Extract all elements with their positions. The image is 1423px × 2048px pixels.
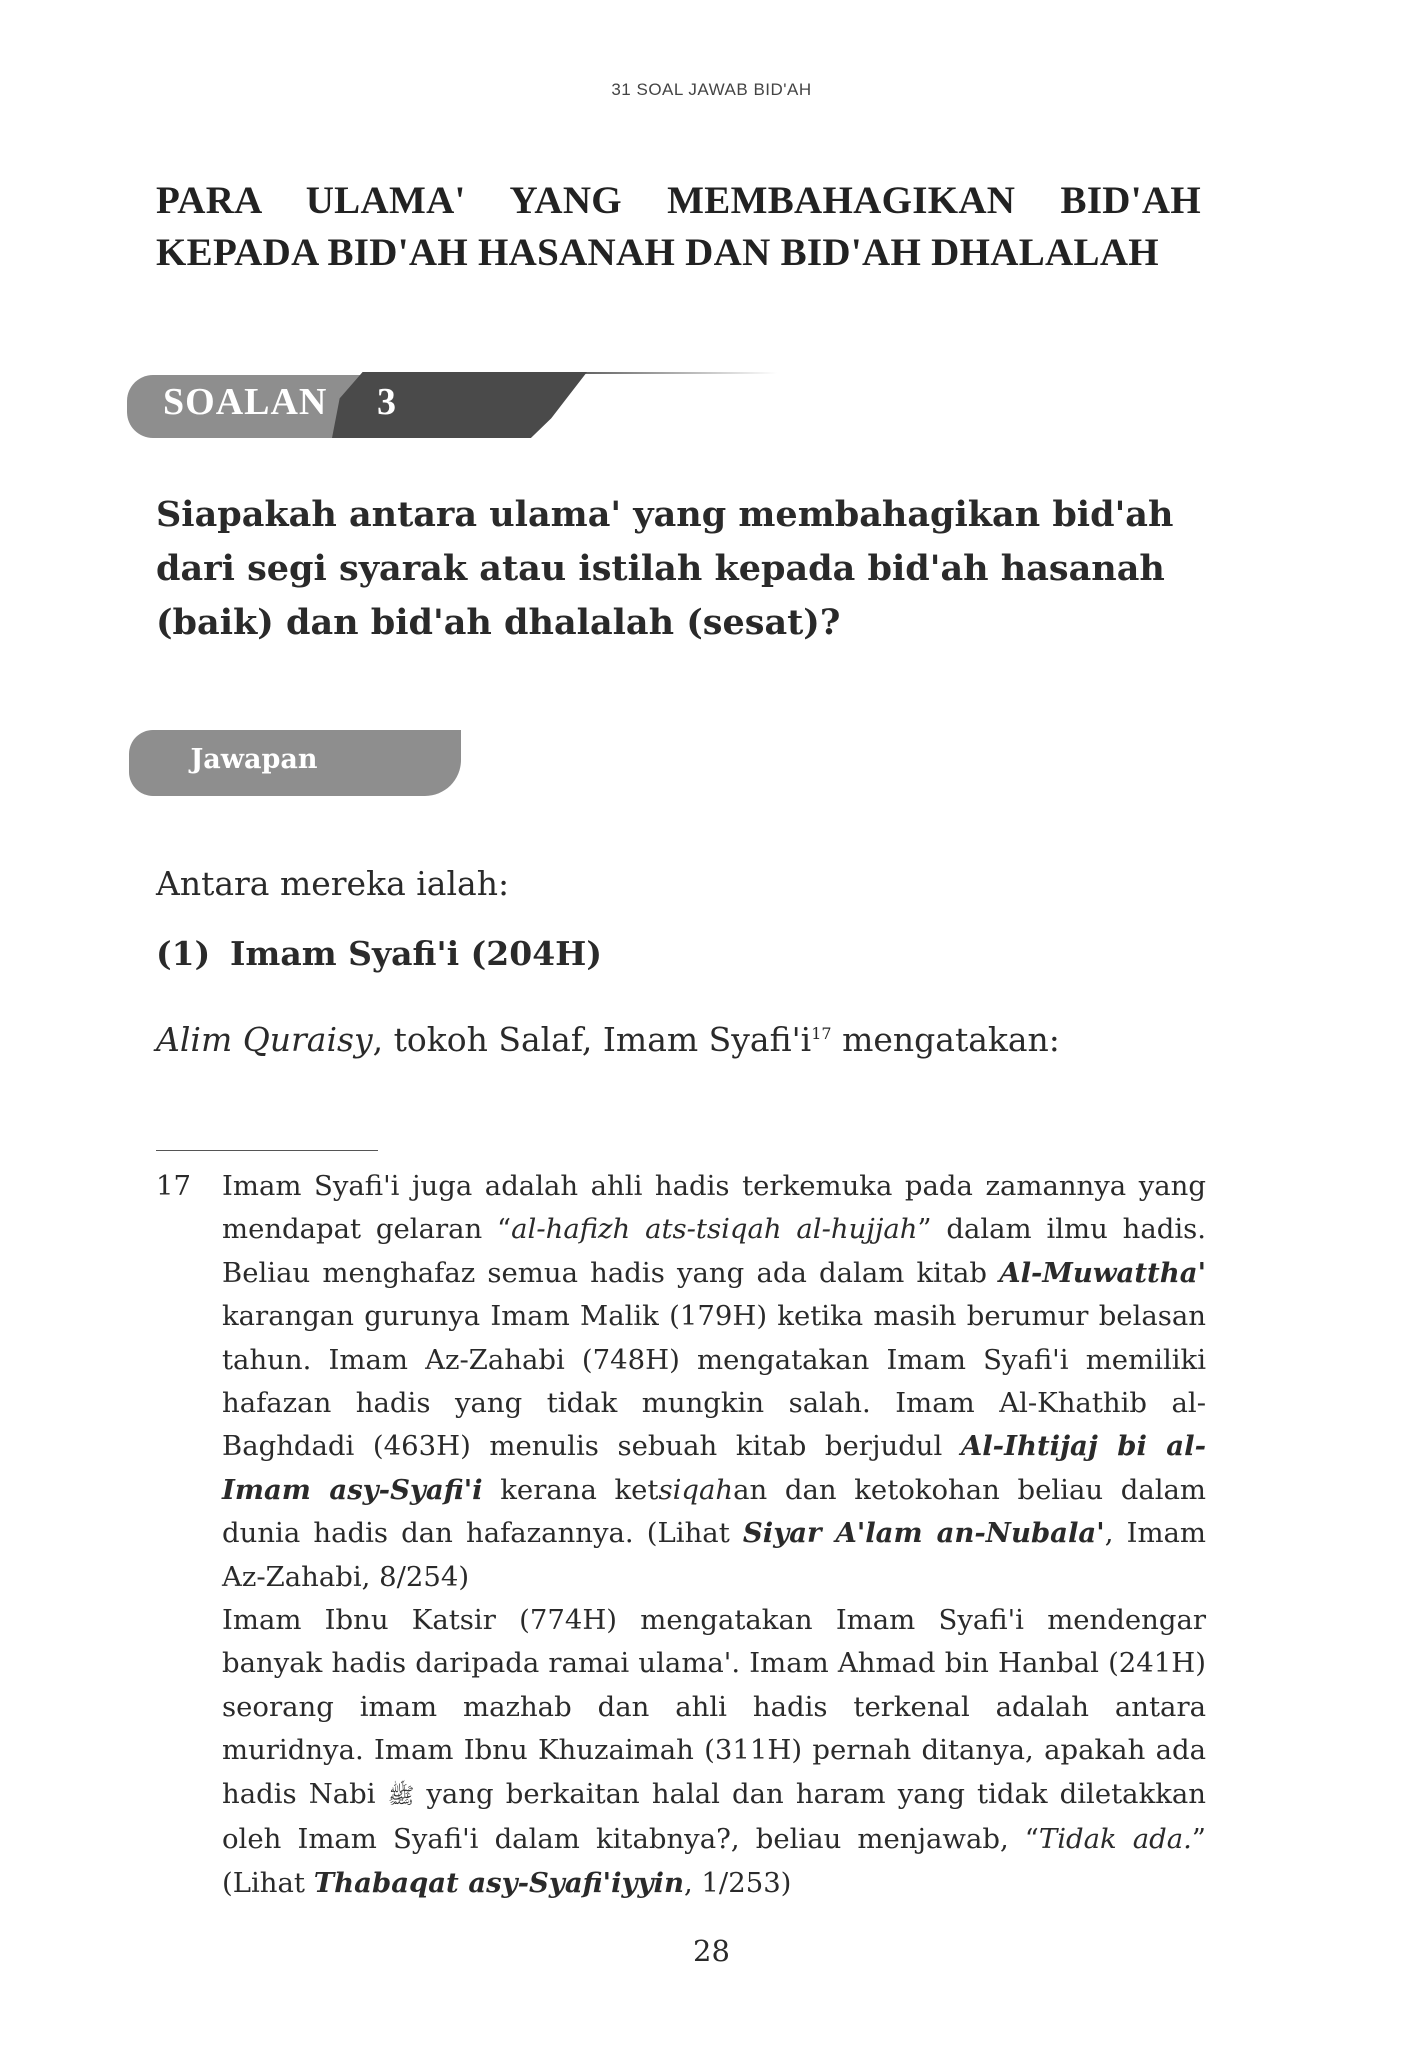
fn-italic: siqah [658, 1473, 734, 1506]
soalan-number: 3 [377, 381, 396, 423]
soalan-badge [127, 372, 647, 440]
quote-line [156, 1020, 1206, 1059]
soalan-divider [567, 372, 777, 374]
item-number: (1) [156, 934, 211, 973]
fn-text: yang berkaitan halal dan haram yang tidak diletakkan oleh Imam Syafi'i dalam kitabnya?, beliau menjawab, “ [222, 1777, 1206, 1856]
footnote-reference[interactable]: 17 [811, 1024, 832, 1043]
fn-italic: Tidak ada. [1038, 1823, 1192, 1856]
answer-intro: Antara mereka ialah: [156, 864, 510, 903]
footnote-divider [156, 1150, 378, 1151]
fn-text: ” (Lihat [222, 1823, 1206, 1899]
fn-text: Imam Syafi'i juga adalah ahli hadis terkemuka pada zamannya yang mendapat gelaran “ [222, 1170, 1206, 1246]
quote-text: , tokoh Salaf, Imam Syafi'i [372, 1020, 812, 1059]
jawapan-badge [129, 730, 461, 796]
quote-tail: mengatakan: [831, 1020, 1060, 1059]
footnote-number: 17 [156, 1170, 191, 1202]
fn-book-title: Al-Muwattha' [999, 1256, 1206, 1289]
soalan-number-tab [332, 372, 587, 438]
footnote-paragraph [222, 1599, 1206, 1905]
jawapan-label: Jawapan [190, 744, 318, 775]
running-header: 31 SOAL JAWAB BID'AH [611, 80, 812, 99]
fn-text: kerana ket [482, 1473, 659, 1506]
fn-text: karangan gurunya Imam Malik (179H) ketika masih berumur belasan tahun. Imam Az-Zahabi (748H) mengatakan Imam Syafi'i memiliki hafazan hadis yang tidak mungkin salah. Imam Al-Khathib al-Baghdadi (463H) menulis sebuah kitab berjudul [222, 1300, 1206, 1463]
item-title: Imam Syafi'i (204H) [230, 934, 602, 973]
fn-italic: al-hafizh ats-tsiqah al-hujjah [511, 1213, 918, 1246]
chapter-title: PARA ULAMA' YANG MEMBAHAGIKAN BID'AH KEPADA BID'AH HASANAH DAN BID'AH DHALALAH [156, 179, 1201, 274]
footnote-paragraph [222, 1165, 1206, 1599]
question-text: Siapakah antara ulama' yang membahagikan bid'ah dari segi syarak atau istilah kepada bid'ah hasanah (baik) dan bid'ah dhalalah (sesat)? [156, 494, 1174, 643]
salawat-icon: ﷺ [387, 1783, 415, 1809]
fn-book-title: Siyar A'lam an-Nubala' [742, 1517, 1105, 1550]
footnote-body [222, 1165, 1206, 1905]
quote-italic: Alim Quraisy [156, 1020, 373, 1059]
page-number: 28 [693, 1934, 730, 1968]
item-heading [156, 934, 1206, 973]
fn-text: , Imam Az-Zahabi, 8/254) [222, 1517, 1206, 1593]
fn-book-title: Al-Ihtijaj bi al-Imam asy-Syafi'i [222, 1430, 1206, 1506]
fn-text: Imam Ibnu Katsir (774H) mengatakan Imam Syafi'i mendengar banyak hadis daripada ramai ulama'. Imam Ahmad bin Hanbal (241H) seorang imam mazhab dan ahli hadis terkenal adalah antara muridnya. Imam Ibnu Khuzaimah (311H) pernah ditanya, apakah ada hadis Nabi [222, 1604, 1206, 1810]
fn-text: an dan ketokohan beliau dalam dunia hadis dan hafazannya. (Lihat [222, 1473, 1207, 1550]
soalan-label: SOALAN [163, 381, 328, 423]
fn-text: ” dalam ilmu hadis. Beliau menghafaz semua hadis yang ada dalam kitab [222, 1213, 1206, 1289]
fn-text: , 1/253) [683, 1866, 792, 1899]
fn-book-title: Thabaqat asy-Syafi'iyyin [313, 1866, 684, 1899]
